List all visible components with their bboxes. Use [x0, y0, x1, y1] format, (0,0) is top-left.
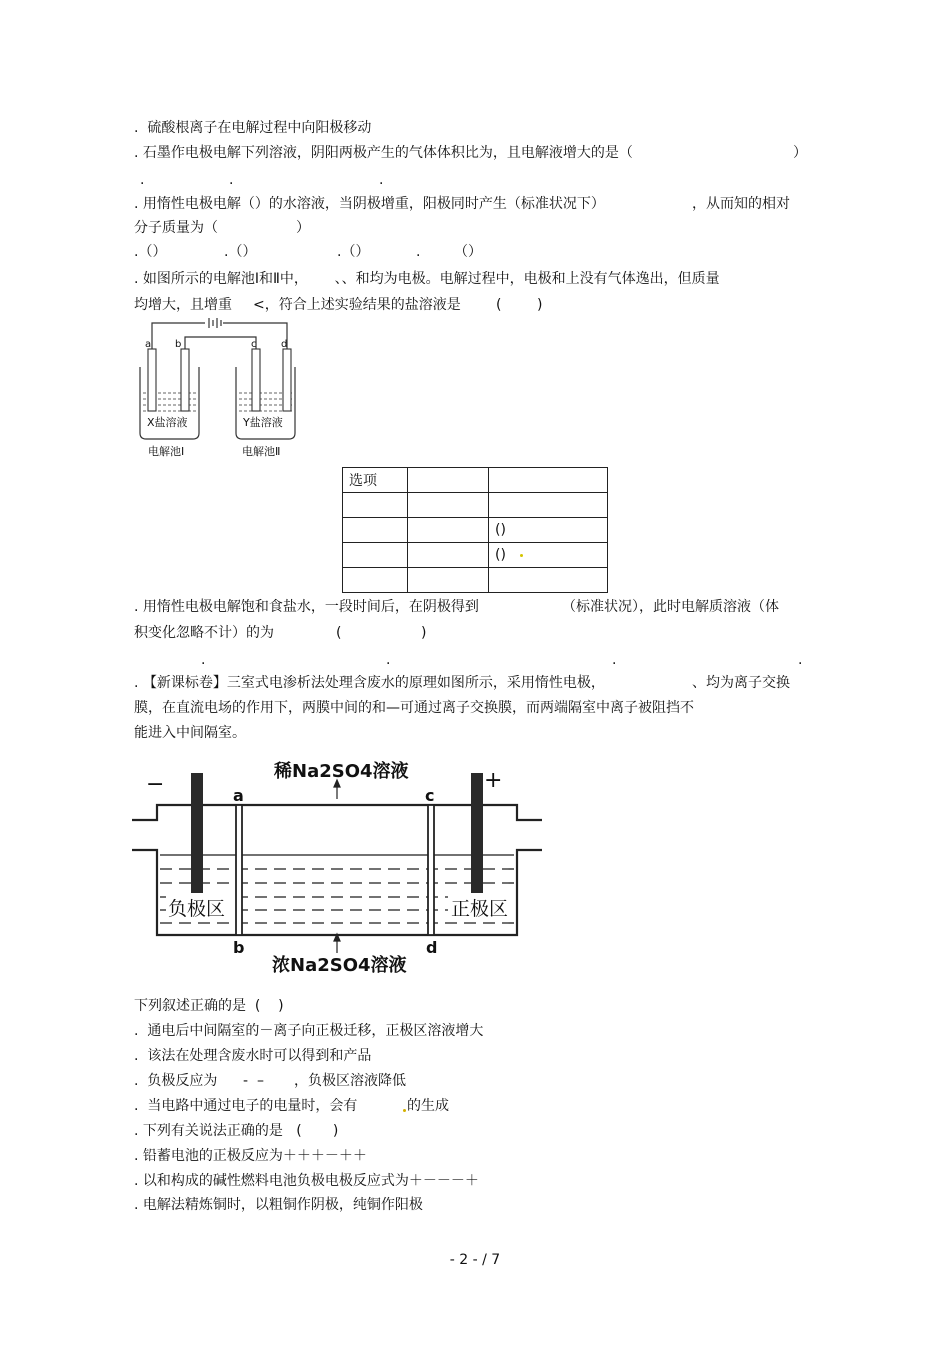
option-line: - –: [243, 1073, 264, 1089]
question-text: . 下列有关说法正确的是 ( ): [134, 1123, 339, 1139]
question-text: 、均为离子交换: [692, 675, 790, 691]
cell-1-label: 电解池Ⅰ: [148, 445, 185, 458]
question-text: ，从而知的相对: [692, 196, 790, 212]
electrode-b-label: b: [175, 339, 182, 350]
mark-dot: [403, 1109, 406, 1112]
question-text: . 石墨作电极电解下列溶液，阴阳两极产生的气体体积比为，且电解液增大的是（: [134, 145, 633, 161]
option-line: . 铅蓄电池的正极反应为＋＋＋－＋＋: [134, 1148, 367, 1164]
membrane-a-label: a: [233, 786, 244, 805]
question-text: <，符合上述实验结果的盐溶液是: [253, 297, 461, 313]
question-text: 积变化忽略不计）的为: [134, 625, 274, 641]
negative-sign: −: [146, 772, 165, 797]
option-line: . 该法在处理含废水时可以得到和产品: [134, 1048, 372, 1064]
table-cell: (): [489, 518, 608, 543]
question-text: . 用惰性电极电解饱和食盐水，一段时间后，在阴极得到: [134, 599, 479, 615]
bracket: (: [336, 625, 342, 641]
option-line: .: [416, 244, 421, 260]
option-dot: .: [201, 652, 206, 668]
negative-region-label: 负极区: [168, 898, 226, 920]
bracket: (: [496, 297, 502, 313]
option-dot: .: [140, 172, 145, 188]
concentrated-solution-label: 浓Na2SO4溶液: [272, 955, 407, 976]
option-dot: .: [798, 652, 803, 668]
electrode-c-label: c: [251, 339, 257, 350]
y-solution-label: Y盐溶液: [243, 416, 283, 429]
table-cell: (): [495, 547, 506, 563]
option-dot: .: [612, 652, 617, 668]
bracket: ）: [296, 220, 310, 236]
option-line: . 当电路中通过电子的电量时，会有: [134, 1098, 358, 1114]
dilute-solution-label: 稀Na2SO4溶液: [274, 761, 409, 782]
electrolysis-cells-figure: [135, 315, 300, 465]
membrane-b-label: b: [233, 938, 245, 957]
question-text: . 如图所示的电解池Ⅰ和Ⅱ中， 、、和均为电极。电解过程中，电极和上没有气体逸出，但质量: [134, 271, 720, 287]
option-line: . 电解法精炼铜时，以粗铜作阴极，纯铜作阳极: [134, 1197, 423, 1213]
membrane-c-label: c: [425, 786, 435, 805]
option-line: .（）: [134, 244, 167, 260]
question-text: 能进入中间隔室。: [134, 725, 246, 741]
bracket: ): [421, 625, 427, 641]
table-row: [343, 468, 608, 493]
positive-sign: +: [484, 768, 503, 793]
positive-region-label: 正极区: [451, 898, 509, 920]
x-solution-label: X盐溶液: [147, 416, 188, 429]
page-number: - 2 - / 7: [449, 1252, 501, 1268]
option-line: . 硫酸根离子在电解过程中向阳极移动: [134, 120, 372, 136]
option-dot: .: [229, 172, 234, 188]
bracket: ): [537, 297, 543, 313]
table-header-cell: 选项: [343, 468, 408, 493]
question-text: . 用惰性电极电解（）的水溶液，当阴极增重，阳极同时产生（标准状况下）: [134, 196, 605, 212]
electrode-a-label: a: [145, 339, 152, 350]
option-line: . 以和构成的碱性燃料电池负极电极反应式为＋－－－＋: [134, 1173, 479, 1189]
electrode-d-label: d: [281, 339, 288, 350]
question-text: 膜，在直流电场的作用下，两膜中间的和—可通过离子交换膜，而两端隔室中离子被阻挡不: [134, 700, 694, 716]
option-line: ，负极区溶液降低: [294, 1073, 406, 1089]
option-line: . 负极反应为: [134, 1073, 218, 1089]
question-text: 下列叙述正确的是 ( ): [134, 998, 284, 1014]
options-table: [342, 467, 608, 593]
table-row: [343, 518, 608, 543]
table-row: [343, 543, 608, 568]
option-dot: .: [386, 652, 391, 668]
cell-2-label: 电解池Ⅱ: [242, 445, 281, 458]
option-line: （）: [454, 244, 482, 260]
option-line: . 通电后中间隔室的－离子向正极迁移，正极区溶液增大: [134, 1023, 484, 1039]
membrane-d-label: d: [426, 938, 438, 957]
table-row: [343, 568, 608, 593]
bracket: ）: [793, 145, 807, 161]
question-text: （标准状况），此时电解质溶液（体: [562, 599, 779, 615]
option-line: .（）: [337, 244, 370, 260]
option-dot: .: [379, 172, 384, 188]
question-text: 均增大，且增重: [134, 297, 232, 313]
question-text: . 【新课标卷】三室式电渗析法处理含废水的原理如图所示，采用惰性电极，: [134, 675, 605, 691]
option-line: 的生成: [407, 1098, 449, 1114]
table-row: [343, 493, 608, 518]
question-text: 分子质量为（: [134, 220, 218, 236]
electrodialysis-figure: [132, 755, 547, 990]
option-line: .（）: [224, 244, 257, 260]
